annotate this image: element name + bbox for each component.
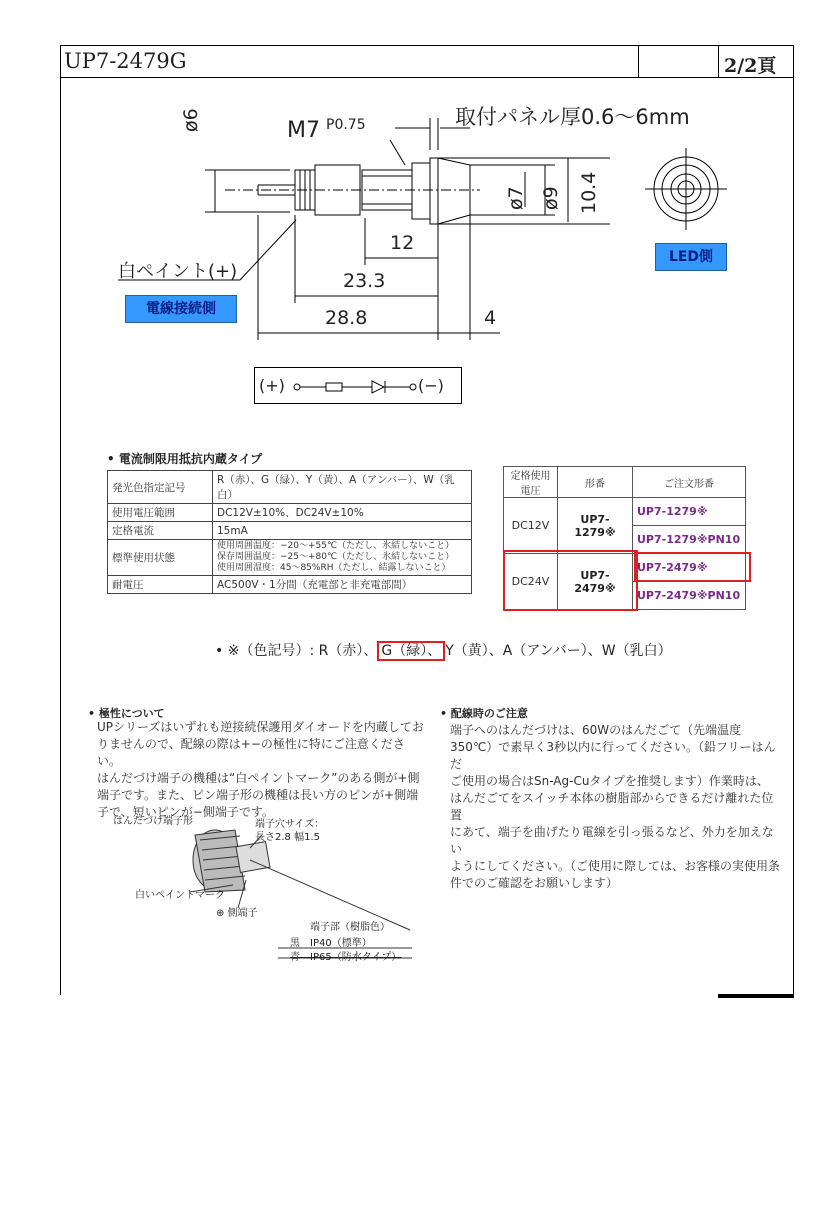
table-row: [108, 504, 472, 522]
highlight-box: [503, 550, 638, 611]
dim-12: 12: [390, 232, 415, 254]
panel-note: 取付パネル厚0.6～6mm: [455, 105, 690, 129]
color-note-prefix: • ※（色記号）: R（赤）、: [215, 643, 378, 659]
dim-23-3: 23.3: [343, 270, 386, 292]
spec-title-text: 電流制限用抵抗内蔵タイプ: [118, 452, 263, 466]
spec-title: • 電流制限用抵抗内蔵タイプ: [107, 452, 263, 466]
spec-subline: 使用周囲温度：−20～+55℃（ただし、氷結しないこと）: [217, 541, 455, 551]
terminal-illustration: [0, 800, 450, 970]
voltage-cell: DC12V: [504, 498, 558, 554]
spec-key: 標準使用状態: [108, 540, 213, 576]
dim-10-4: 10.4: [578, 171, 600, 214]
thread-label: M7: [287, 118, 320, 143]
circuit-minus: (−): [418, 376, 444, 395]
terminal-type-label: はんだづけ端子形: [113, 816, 193, 827]
dim-phi9: ø9: [540, 186, 562, 210]
color-note: [215, 640, 672, 660]
dim-4: 4: [484, 307, 497, 329]
page-title: UP7-2479G: [64, 49, 187, 73]
order-number-cell: UP7-2479※PN10: [633, 582, 746, 610]
text-line: にあて、端子を曲げたり電線を引っ張るなど、外力を加えない: [450, 825, 774, 856]
ip40-label: 黒 IP40（標準）: [290, 938, 372, 949]
spec-key: 発光色指定記号: [108, 471, 213, 504]
text-line: 350℃）で素早く3秒以内に行ってください。（鉛フリーはんだ: [450, 740, 776, 771]
circuit-plus: (+): [259, 376, 285, 395]
column-header: 定格使用電圧: [504, 467, 558, 498]
order-number-cell: UP7-1279※: [633, 498, 746, 526]
polarity-title-text: 極性について: [98, 707, 165, 720]
spec-value: R（赤）、G（緑）、Y（黄）、A（アンバー）、W（乳白）: [213, 471, 472, 504]
voltage-cell: DC24V: [504, 554, 558, 610]
order-number-cell: UP7-1279※PN10: [633, 526, 746, 554]
white-paint-label: 白ペイント(+): [118, 261, 238, 282]
plus-terminal-label: ⊕ 側端子: [216, 908, 258, 919]
spec-key: 定格電流: [108, 522, 213, 540]
spec-subline: 保存周囲温度：−25～+80℃（ただし、氷結しないこと）: [217, 552, 455, 562]
page-number: 2/2頁: [724, 55, 777, 77]
text-line: 子で、短いピンが−側端子です。: [97, 805, 274, 819]
dim-28-8: 28.8: [325, 307, 368, 329]
color-note-suffix: Y（黄）、A（アンバー）、W（乳白）: [445, 643, 672, 659]
text-line: UPシリーズはいずれも逆接続保護用ダイオードを内蔵してお: [97, 720, 424, 734]
wire-side-badge: 電線接続側: [125, 295, 237, 323]
table-row: [108, 540, 472, 576]
model-cell: UP7-1279※: [558, 498, 633, 554]
spec-value: [213, 540, 472, 576]
led-side-badge: LED側: [655, 243, 727, 271]
text-line: 端子へのはんだづけは、60Wのはんだごて（先端温度: [450, 723, 742, 737]
paint-mark-label: 白いペイントマーク: [135, 890, 225, 901]
wiring-title: • 配線時のご注意: [440, 707, 528, 720]
spec-key: 耐電圧: [108, 576, 213, 594]
column-header: ご注文形番: [633, 467, 746, 498]
dim-phi7: ø7: [505, 186, 527, 210]
text-line: はんだごてをスイッチ本体の樹脂部からできるだけ離れた位置: [450, 791, 774, 822]
table-row: [108, 471, 472, 504]
table-row: [504, 498, 746, 526]
text-line: 端子です。また、ピン端子形の機種は長い方のピンが+側端: [97, 788, 419, 802]
text-line: りませんので、配線の際は+−の極性に特にご注意ください。: [97, 737, 405, 768]
spec-subline: 使用周囲湿度：45～85%RH（ただし、結露しないこと）: [217, 563, 451, 573]
text-line: ご使用の場合はSn-Ag-Cuタイプを推奨します）作業時は、: [450, 774, 769, 788]
text-line: ようにしてください。（ご使用に際しては、お客様の実使用条: [450, 859, 781, 873]
spec-value: DC12V±10%、DC24V±10%: [213, 504, 472, 522]
hole-size-label: 端子穴サイズ：: [255, 819, 325, 830]
ip65-label: 青 IP65（防水タイプ）: [290, 952, 402, 963]
highlight-box: [634, 552, 751, 582]
wiring-title-text: 配線時のご注意: [450, 707, 528, 720]
color-note-highlight: G（緑）、: [377, 641, 445, 661]
pitch-label: P0.75: [326, 117, 366, 133]
table-row: [108, 522, 472, 540]
spec-key: 使用電圧範囲: [108, 504, 213, 522]
order-number-cell: UP7-2479※: [633, 554, 746, 582]
hole-size-value: 長さ2.8 幅1.5: [255, 832, 320, 843]
table-header-row: [504, 467, 746, 498]
wiring-text: [450, 722, 780, 892]
text-line: はんだづけ端子の機種は“白ペイントマーク”のある側が+側: [97, 771, 420, 785]
table-row: [108, 576, 472, 594]
spec-value: AC500V・1分間（充電部と非充電部間）: [213, 576, 472, 594]
terminal-part-label: 端子部（樹脂色）: [310, 922, 390, 933]
bottom-bar: [718, 994, 794, 998]
polarity-title: • 極性について: [88, 707, 165, 720]
dimension-drawing: [0, 0, 827, 430]
text-line: 件でのご確認をお願いします）: [450, 876, 619, 890]
dim-phi6: ø6: [180, 108, 202, 132]
spec-value: 15mA: [213, 522, 472, 540]
model-cell: UP7-2479※: [558, 554, 633, 610]
spec-table: [107, 470, 472, 594]
column-header: 形番: [558, 467, 633, 498]
